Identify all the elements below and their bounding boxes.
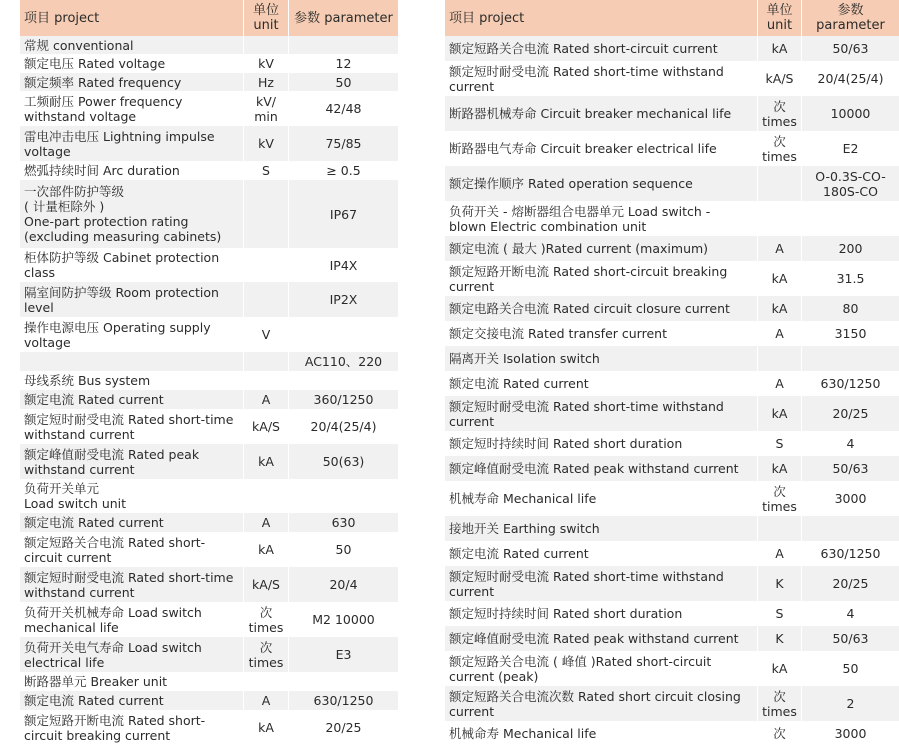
- cell-unit: A: [758, 541, 802, 566]
- table-header: [445, 0, 899, 36]
- table-row: [20, 390, 398, 409]
- cell-parameter: 630: [331, 515, 356, 530]
- cell-project: 额定短路关合电流 ( 峰值 )Rated short-circuit current (peak): [445, 651, 758, 686]
- cell-project: 额定电流 Rated current: [20, 691, 244, 710]
- cell-project: 燃弧持续时间 Arc duration: [20, 161, 244, 180]
- cell-unit: [244, 248, 289, 282]
- cell-unit: kA: [244, 444, 289, 479]
- cell-parameter: 50: [335, 542, 352, 557]
- cell-unit: kA/S: [758, 61, 802, 96]
- cell-project: 额定短路关合电流次数 Rated short circuit closing current: [445, 686, 758, 721]
- cell-project: 额定短路关合电流 Rated short- circuit current: [20, 532, 244, 567]
- cell-project: 一次部件防护等级 ( 计量柜除外 ) One-part protection rating (excluding measuring cabinets): [20, 180, 244, 248]
- cell-unit: [758, 346, 802, 371]
- cell-parameter: 2: [846, 696, 855, 711]
- cell-parameter: 20/4(25/4): [817, 71, 884, 86]
- cell-parameter: 31.5: [836, 271, 865, 286]
- cell-parameter: [289, 371, 398, 390]
- cell-parameter: 3150: [834, 326, 867, 341]
- table-row: [445, 686, 899, 721]
- table-row: [20, 36, 398, 54]
- cell-project: 额定短时持续时间 Rated short duration: [445, 431, 758, 456]
- table-row: [445, 61, 899, 96]
- cell-project: 隔室间防护等级 Room protection level: [20, 282, 244, 317]
- cell-parameter: 360/1250: [313, 392, 374, 407]
- cell-parameter: 75/85: [325, 136, 362, 151]
- cell-unit: kA: [244, 532, 289, 567]
- cell-project: 负荷开关单元 Load switch unit: [20, 479, 244, 513]
- table-row: [20, 710, 398, 745]
- cell-unit: kA: [758, 396, 802, 431]
- cell-unit: S: [758, 431, 802, 456]
- cell-unit: kA: [758, 296, 802, 321]
- table-header: [20, 0, 398, 36]
- cell-unit: Hz: [244, 73, 289, 91]
- right-spec-table: [445, 0, 899, 745]
- cell-parameter: 3000: [834, 725, 867, 741]
- cell-unit: kV/ min: [244, 91, 289, 126]
- cell-project: 额定峰值耐受电流 Rated peak withstand current: [445, 456, 758, 481]
- cell-unit: 次 times: [244, 602, 289, 637]
- cell-unit: [244, 479, 289, 513]
- table-row: [445, 541, 899, 566]
- table-row: [445, 721, 899, 745]
- cell-parameter: 630/1250: [313, 693, 374, 708]
- table-row: [445, 626, 899, 651]
- cell-unit: kA: [758, 456, 802, 481]
- cell-unit: kA: [758, 651, 802, 686]
- table-row: [20, 444, 398, 479]
- cell-parameter: E3: [335, 647, 352, 662]
- cell-unit: [244, 282, 289, 317]
- table-row: [20, 54, 398, 73]
- table-row: [20, 180, 398, 248]
- table-row: [445, 166, 899, 201]
- cell-parameter: 50: [842, 661, 859, 676]
- cell-parameter: IP67: [329, 206, 358, 222]
- cell-project: 负荷开关电气寿命 Load switch electrical life: [20, 637, 244, 672]
- table-row: [445, 96, 899, 131]
- cell-unit: [758, 516, 802, 541]
- header-project: 项目 project: [20, 0, 244, 36]
- cell-unit: [758, 201, 802, 236]
- cell-project: 额定短时耐受电流 Rated short-time withstand current: [445, 61, 758, 96]
- table-row: [445, 566, 899, 601]
- cell-unit: kV: [244, 126, 289, 161]
- table-row: [445, 131, 899, 166]
- table-row: [20, 672, 398, 691]
- cell-project: 机械命寿 Mechanical life: [445, 721, 758, 745]
- cell-parameter: 200: [838, 241, 863, 256]
- cell-parameter: 10000: [830, 106, 871, 121]
- cell-project: 额定短路开断电流 Rated short-circuit breaking current: [445, 261, 758, 296]
- cell-project: 额定短时耐受电流 Rated short-time withstand current: [20, 567, 244, 602]
- table-row: [20, 126, 398, 161]
- cell-unit: 次 times: [244, 637, 289, 672]
- cell-project: 常规 conventional: [20, 36, 244, 54]
- cell-parameter: 20/4: [329, 577, 358, 592]
- table-row: [20, 637, 398, 672]
- cell-unit: V: [244, 317, 289, 352]
- table-row: [445, 346, 899, 371]
- table-row: [445, 371, 899, 396]
- cell-project: 额定短时持续时间 Rated short duration: [445, 601, 758, 626]
- cell-project: 额定电流 ( 最大 )Rated current (maximum): [445, 236, 758, 261]
- cell-unit: kA: [758, 261, 802, 296]
- cell-parameter: [802, 346, 899, 371]
- cell-unit: A: [244, 390, 289, 409]
- table-row: [445, 36, 899, 61]
- cell-parameter: [289, 479, 398, 513]
- cell-unit: kA/S: [244, 409, 289, 444]
- table-row: [20, 691, 398, 710]
- cell-unit: K: [758, 566, 802, 601]
- table-row: [20, 352, 398, 371]
- cell-parameter: [289, 317, 398, 352]
- cell-project: 断路器单元 Breaker unit: [20, 672, 244, 691]
- cell-parameter: 3000: [834, 491, 867, 506]
- cell-unit: A: [758, 371, 802, 396]
- cell-unit: 次 times: [758, 686, 802, 721]
- cell-unit: [244, 36, 289, 54]
- header-parameter: 参数 parameter: [816, 3, 885, 33]
- cell-unit: [244, 180, 289, 248]
- cell-project: 额定短时耐受电流 Rated short-time withstand current: [445, 396, 758, 431]
- cell-project: 额定操作顺序 Rated operation sequence: [445, 166, 758, 201]
- cell-unit: A: [244, 691, 289, 710]
- table-row: [445, 516, 899, 541]
- table-row: [20, 248, 398, 282]
- cell-project: 额定短路开断电流 Rated short- circuit breaking current: [20, 710, 244, 745]
- table-row: [20, 161, 398, 180]
- cell-unit: kA/S: [244, 567, 289, 602]
- cell-project: 额定电压 Rated voltage: [20, 54, 244, 73]
- cell-unit: A: [244, 513, 289, 532]
- table-row: [20, 371, 398, 390]
- cell-parameter: O-0.3S-CO- 180S-CO: [815, 168, 886, 199]
- table-row: [20, 513, 398, 532]
- cell-project: 额定频率 Rated frequency: [20, 73, 244, 91]
- cell-parameter: 50/63: [832, 41, 869, 56]
- header-unit: 单位 unit: [758, 0, 802, 36]
- cell-unit: K: [758, 626, 802, 651]
- cell-parameter: [802, 516, 899, 541]
- cell-project: 断路器机械寿命 Circuit breaker mechanical life: [445, 96, 758, 131]
- cell-unit: 次 times: [758, 481, 802, 516]
- cell-project: 工频耐压 Power frequency withstand voltage: [20, 91, 244, 126]
- cell-parameter: 50: [335, 74, 352, 90]
- table-row: [20, 317, 398, 352]
- cell-project: 操作电源电压 Operating supply voltage: [20, 317, 244, 352]
- cell-project: 额定短时耐受电流 Rated short-time withstand current: [445, 566, 758, 601]
- cell-parameter: 50/63: [832, 631, 869, 646]
- cell-parameter: AC110、220: [304, 354, 383, 369]
- cell-parameter: IP4X: [329, 257, 358, 273]
- table-row: [20, 91, 398, 126]
- table-row: [445, 396, 899, 431]
- cell-project: 额定电流 Rated current: [445, 371, 758, 396]
- cell-unit: kA: [244, 710, 289, 745]
- cell-project: 负荷开关机械寿命 Load switch mechanical life: [20, 602, 244, 637]
- cell-parameter: 20/25: [325, 720, 362, 735]
- table-row: [445, 261, 899, 296]
- cell-unit: kV: [244, 54, 289, 73]
- table-row: [20, 602, 398, 637]
- header-parameter: 参数 parameter: [294, 10, 393, 26]
- cell-project: 机械寿命 Mechanical life: [445, 481, 758, 516]
- table-row: [445, 201, 899, 236]
- cell-parameter: 80: [842, 301, 859, 316]
- cell-project: 隔离开关 Isolation switch: [445, 346, 758, 371]
- cell-parameter: 12: [335, 56, 352, 71]
- cell-project: 额定峰值耐受电流 Rated peak withstand current: [445, 626, 758, 651]
- table-row: [20, 532, 398, 567]
- cell-project: 额定短时耐受电流 Rated short-time withstand current: [20, 409, 244, 444]
- cell-project: 额定电流 Rated current: [20, 513, 244, 532]
- cell-project: 雷电冲击电压 Lightning impulse voltage: [20, 126, 244, 161]
- cell-project: 额定电路关合电流 Rated circuit closure current: [445, 296, 758, 321]
- cell-unit: 次 times: [758, 96, 802, 131]
- cell-project: 接地开关 Earthing switch: [445, 516, 758, 541]
- header-unit: 单位 unit: [244, 0, 289, 36]
- table-row: [445, 296, 899, 321]
- table-row: [20, 73, 398, 91]
- cell-project: 额定峰值耐受电流 Rated peak withstand current: [20, 444, 244, 479]
- cell-parameter: 20/4(25/4): [310, 419, 377, 434]
- cell-parameter: 50/63: [832, 461, 869, 476]
- cell-project: 断路器电气寿命 Circuit breaker electrical life: [445, 131, 758, 166]
- cell-project: [20, 352, 244, 371]
- table-row: [445, 456, 899, 481]
- cell-parameter: 20/25: [832, 576, 869, 591]
- cell-parameter: 50(63): [322, 454, 365, 469]
- cell-unit: A: [758, 236, 802, 261]
- cell-parameter: 4: [846, 606, 855, 621]
- table-row: [445, 651, 899, 686]
- cell-project: 额定交接电流 Rated transfer current: [445, 321, 758, 346]
- cell-unit: S: [758, 601, 802, 626]
- cell-project: 柜体防护等级 Cabinet protection class: [20, 248, 244, 282]
- table-row: [445, 321, 899, 346]
- cell-unit: [244, 352, 289, 371]
- cell-unit: 次: [758, 721, 802, 745]
- cell-parameter: [289, 36, 398, 54]
- table-row: [20, 409, 398, 444]
- cell-project: 母线系统 Bus system: [20, 371, 244, 390]
- cell-parameter: ≥ 0.5: [326, 163, 361, 178]
- cell-project: 额定电流 Rated current: [20, 390, 244, 409]
- cell-parameter: 630/1250: [820, 546, 881, 561]
- table-row: [20, 567, 398, 602]
- cell-unit: kA: [758, 36, 802, 61]
- left-spec-table: [20, 0, 398, 745]
- header-project: 项目 project: [445, 0, 758, 36]
- table-row: [445, 481, 899, 516]
- table-row: [20, 282, 398, 317]
- cell-parameter: 42/48: [325, 101, 362, 116]
- cell-project: 负荷开关 - 熔断器组合电器单元 Load switch - blown Electric combination unit: [445, 201, 758, 236]
- cell-unit: A: [758, 321, 802, 346]
- cell-parameter: IP2X: [329, 292, 358, 307]
- cell-parameter: [289, 672, 398, 691]
- cell-parameter: E2: [842, 141, 859, 156]
- cell-parameter: 630/1250: [820, 376, 881, 391]
- cell-parameter: M2 10000: [312, 612, 375, 627]
- cell-parameter: 4: [846, 436, 855, 451]
- cell-unit: S: [244, 161, 289, 180]
- cell-unit: [244, 672, 289, 691]
- table-row: [20, 479, 398, 513]
- cell-parameter: [802, 201, 899, 236]
- cell-parameter: 20/25: [832, 406, 869, 421]
- cell-unit: [244, 371, 289, 390]
- table-row: [445, 431, 899, 456]
- cell-unit: 次 times: [758, 131, 802, 166]
- cell-project: 额定电流 Rated current: [445, 541, 758, 566]
- table-row: [445, 601, 899, 626]
- cell-project: 额定短路关合电流 Rated short-circuit current: [445, 36, 758, 61]
- table-row: [445, 236, 899, 261]
- cell-unit: [758, 166, 802, 201]
